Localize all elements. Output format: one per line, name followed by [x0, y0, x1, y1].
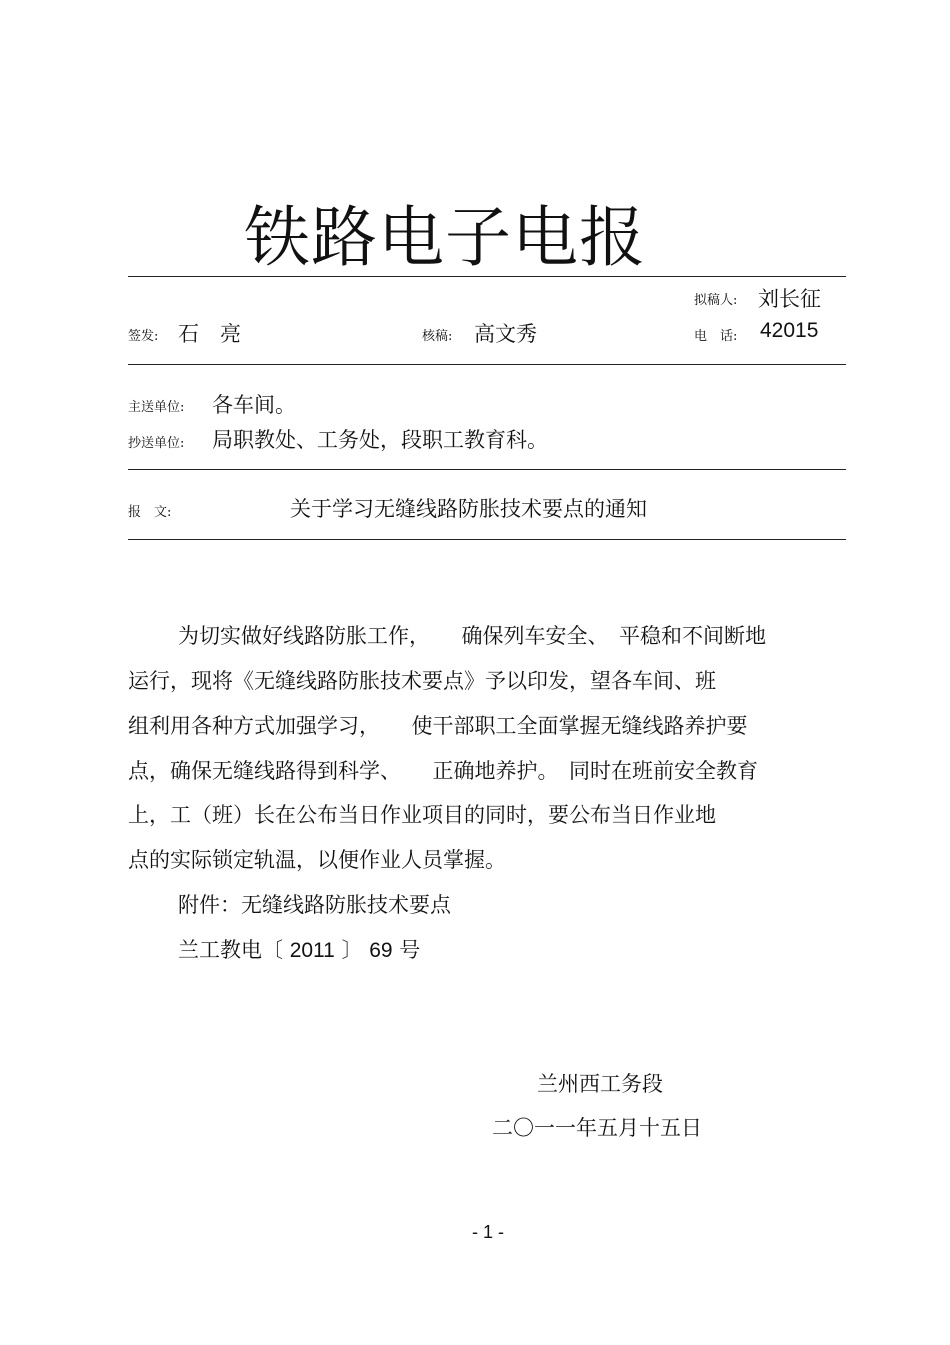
body-paragraph-line: 运行，现将《无缝线路防胀技术要点》予以印发，望各车间、班: [128, 669, 716, 693]
divider-recipients: [128, 469, 846, 470]
doc-number-suffix: 号: [399, 938, 421, 962]
drafter-label: 拟稿人:: [694, 293, 738, 308]
doc-number-year: 2011: [289, 939, 335, 962]
issuing-organization: 兰州西工务段: [537, 1072, 663, 1096]
body-paragraph-line: 为切实做好线路防胀工作， 确保列车安全、 平稳和不间断地: [178, 624, 766, 648]
main-recipient-label: 主送单位:: [128, 400, 185, 415]
doc-number-value: 69: [369, 939, 393, 962]
phone-label: 电 话:: [694, 329, 738, 344]
signer-name: 石 亮: [178, 322, 241, 346]
body-paragraph-line: 点的实际锁定轨温，以便作业人员掌握。: [128, 848, 506, 872]
divider-header: [128, 364, 846, 365]
cc-recipient-value: 局职教处、工务处，段职工教育科。: [212, 428, 548, 452]
page-number: - 1 -: [472, 1222, 505, 1242]
reviewer-label: 核稿:: [422, 329, 453, 344]
document-title: 铁路电子电报: [244, 199, 646, 276]
main-recipient-value: 各车间。: [212, 393, 296, 417]
divider-subject: [128, 539, 846, 540]
cc-recipient-label: 抄送单位:: [128, 436, 185, 451]
doc-number-bracket: 〕: [341, 938, 363, 962]
divider-top: [128, 276, 846, 277]
body-paragraph-line: 上，工（班）长在公布当日作业项目的同时，要公布当日作业地: [128, 803, 716, 827]
body-paragraph-line: 组利用各种方式加强学习， 使干部职工全面掌握无缝线路养护要: [128, 714, 748, 738]
attachment-line: 附件：无缝线路防胀技术要点: [178, 893, 451, 917]
subject-label: 报 文:: [128, 505, 172, 520]
issue-date: 二〇一一年五月十五日: [492, 1116, 702, 1140]
doc-number-prefix: 兰工教电〔: [178, 938, 283, 962]
reviewer-name: 高文秀: [474, 322, 537, 346]
drafter-name: 刘长征: [758, 287, 821, 311]
body-paragraph-line: 点，确保无缝线路得到科学、 正确地养护。 同时在班前安全教育: [128, 759, 758, 783]
document-number: [178, 934, 420, 964]
phone-number: 42015: [760, 319, 819, 342]
subject-title: 关于学习无缝线路防胀技术要点的通知: [290, 497, 647, 521]
signer-label: 签发:: [128, 329, 159, 344]
